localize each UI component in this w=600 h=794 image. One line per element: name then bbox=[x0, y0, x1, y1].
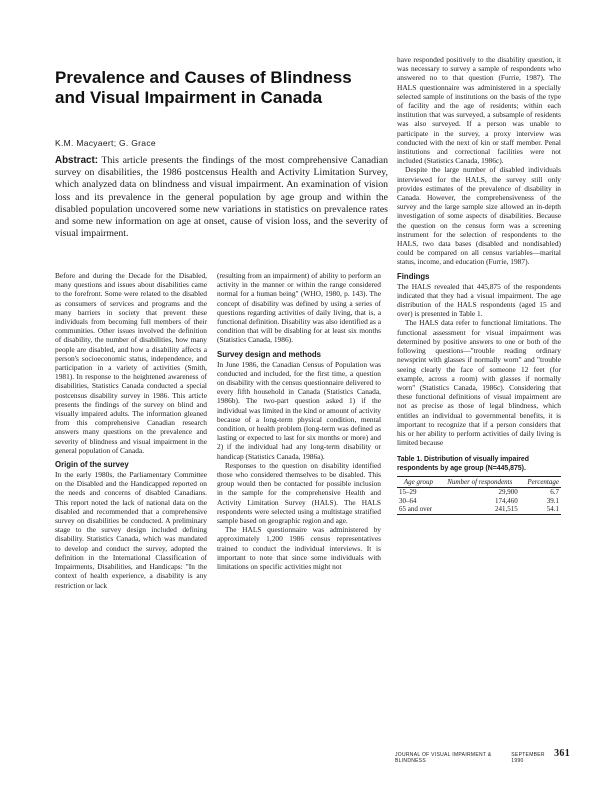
body-column-1 bbox=[55, 271, 207, 590]
table-row bbox=[397, 497, 561, 505]
body-column-3 bbox=[397, 55, 561, 515]
cell-percent: 54.1 bbox=[520, 505, 561, 514]
article-title bbox=[55, 68, 385, 108]
table-caption: Table 1. Distribution of visually impaired respondents by age group (N=445,875). bbox=[397, 456, 529, 472]
cell-age: 30–64 bbox=[399, 496, 417, 505]
table-header-row bbox=[397, 476, 561, 487]
findings-paragraph-2: The HALS data refer to functional limitations. The functional assessment for visual impairment was determined by positive answers to one or both of the following questions—"trouble reading ordinary newsprint with glasses if normally worn" and "trouble seeing clearly the face of someone 12 feet (for example, across a room) with glasses if normally worn" (Statistics Canada, 1986c). Considering that these functional definitions of visual impairment are not as precise as those of legal blindness, which entitles an individual to governmental benefits, it is important to recognize that if a person considers that his or her ability to perform activities of daily living is limited because bbox=[397, 318, 561, 448]
findings-paragraph-1: The HALS revealed that 445,875 of the respondents indicated that they had a visual impairment. The age distribution of the HALS respondents (aged 15 and over) is presented in Table 1. bbox=[397, 281, 561, 319]
cell-count: 29,900 bbox=[498, 488, 518, 497]
title-line-2: and Visual Impairment in Canada bbox=[55, 88, 323, 107]
cell-percent: 39.1 bbox=[546, 496, 559, 505]
issue-date: SEPTEMBER 1990 bbox=[511, 752, 545, 764]
intro-paragraph: Before and during the Decade for the Disabled, many questions and issues about disabilities came to the forefront. Some were related to the disabled as consumers of services and programs and the many barriers in society that prevent these individuals from becoming full members of their communities. Other issues involved the definition of disability, the number of disabilities, how many people are disabled, and how a disability affects a person's socioeconomic status, independence, and participation in a variety of activities (Smith, 1981). In response to the heightened awareness of disabilities, Statistics Canada conducted a special postcensus disability survey in 1986. This article presents the findings of the survey on blind and visually impaired adults. The information gleaned from this comprehensive Canadian research answers many questions on the prevalence and severity of blindness and visual impairment in the general population of Canada. bbox=[55, 271, 207, 455]
cell-age: 15–29 bbox=[399, 488, 417, 497]
definition-paragraph: (resulting from an impairment) of ability to perform an activity in the manner or within the range considered normal for a human being" (WHO, 1980, p. 143). The concept of disability was defined by using a series of questions regarding activities of daily living, that is, a functional definition. Disability was also identified as a condition that will be disabling for at least six months (Statistics Canada, 1986). bbox=[217, 271, 381, 345]
body-column-2 bbox=[217, 271, 381, 571]
header-age-group: Age group bbox=[397, 476, 440, 487]
table-1 bbox=[397, 456, 561, 514]
design-paragraph-2: Responses to the question on disability identified those who considered themselves to be disabled. This group would then be contacted for possible inclusion in the sample for the comprehensive Health and Activity Limitation Survey (HALS). The HALS respondents were selected using a multistage stratified sample based on geographic region and age. bbox=[217, 460, 381, 526]
section-heading-findings: Findings bbox=[397, 271, 430, 281]
continuation-paragraph: have responded positively to the disability question, it was necessary to survey a sample of respondents who answered no to that question (Furrie, 1987). The HALS questionnaire was administered in a specially selected sample of institutions on the basis of the type of facility and the age of residents; within each institution that was surveyed, a subsample of residents was also surveyed. If a person was unable to participate in the survey, a proxy interview was conducted with the next of kin or staff member. Penal institutions and correctional facilities were not included (Statistics Canada, 1986c). bbox=[397, 55, 561, 166]
author-line: K.M. Macyaert; G. Grace bbox=[55, 138, 156, 148]
design-paragraph-3: The HALS questionnaire was administered by approximately 1,200 1986 census representatives trained to conduct the individual interviews. It is important to note that since some individuals with limitations on specific activities might not bbox=[217, 525, 381, 572]
cell-count: 241,515 bbox=[440, 505, 520, 514]
age-distribution-table bbox=[397, 476, 561, 515]
abstract-label: Abstract: bbox=[55, 155, 99, 166]
cell-count: 174,460 bbox=[495, 496, 518, 505]
journal-name: JOURNAL OF VISUAL IMPAIRMENT & BLINDNESS bbox=[395, 752, 492, 764]
table-row bbox=[397, 488, 561, 497]
section-heading-design: Survey design and methods bbox=[217, 349, 321, 359]
header-percentage: Percentage bbox=[520, 476, 561, 487]
page-footer bbox=[395, 748, 570, 764]
table-row bbox=[397, 505, 561, 514]
estimates-paragraph: Despite the large number of disabled individuals interviewed for the HALS, the survey still only provides estimates of the prevalence of disability in Canada. However, the comprehensiveness of the survey and the large sample size allowed an in-depth investigation of some aspects of disabilities. Because the question on the census form was a screening instrument for the selection of respondents to the HALS, two data bases (disabled and nondisabled) could be compared on all census variables—marital status, income, and education (Furrie, 1987). bbox=[397, 165, 561, 267]
header-respondents: Number of respondents bbox=[440, 476, 520, 487]
abstract bbox=[55, 155, 388, 240]
origin-paragraph: In the early 1980s, the Parliamentary Committee on the Disabled and the Handicapped reported on the needs and concerns of disabled Canadians. This report noted the lack of national data on the disabled and recommended that a comprehensive survey on disabilities be conducted. A preliminary stage to the survey design included defining disability. Statistics Canada, which was mandated to develop and conduct the survey, adopted the definition in the International Classification of Impairments, Disabilities, and Handicaps: "In the context of health experience, a disability is any restriction or lack bbox=[55, 470, 207, 590]
design-paragraph-1: In June 1986, the Canadian Census of Population was conducted and included, for the first time, a question on disability with the census questionnaire delivered to every fifth household in Canada (Statistics Canada, 1986b). The two-part question asked 1) if the individual was limited in the kind or amount of activity because of a long-term physical condition, mental condition, or health problem (long-term was defined as lasting or expected to last for six months or more) and 2) if the individual had any long-term disability or handicap (Statistics Canada, 1986a). bbox=[217, 359, 381, 461]
cell-percent: 6.7 bbox=[550, 488, 559, 497]
title-line-1: Prevalence and Causes of Blindness bbox=[55, 68, 352, 87]
section-heading-origin: Origin of the survey bbox=[55, 460, 129, 470]
abstract-text: This article presents the findings of the most comprehensive Canadian survey on disabilities, the 1986 postcensus Health and Activity Limitation Survey, which analyzed data on blindness and visual impairment. An examination of vision loss and its prevalence in the general population by age group and within the disabled population uncovered some new variations in statistics on prevalence rates and some new information on age at onset, cause of vision loss, and the severity of visual impairment. bbox=[55, 155, 388, 240]
page-number: 361 bbox=[554, 748, 570, 759]
cell-age: 65 and over bbox=[397, 505, 440, 514]
